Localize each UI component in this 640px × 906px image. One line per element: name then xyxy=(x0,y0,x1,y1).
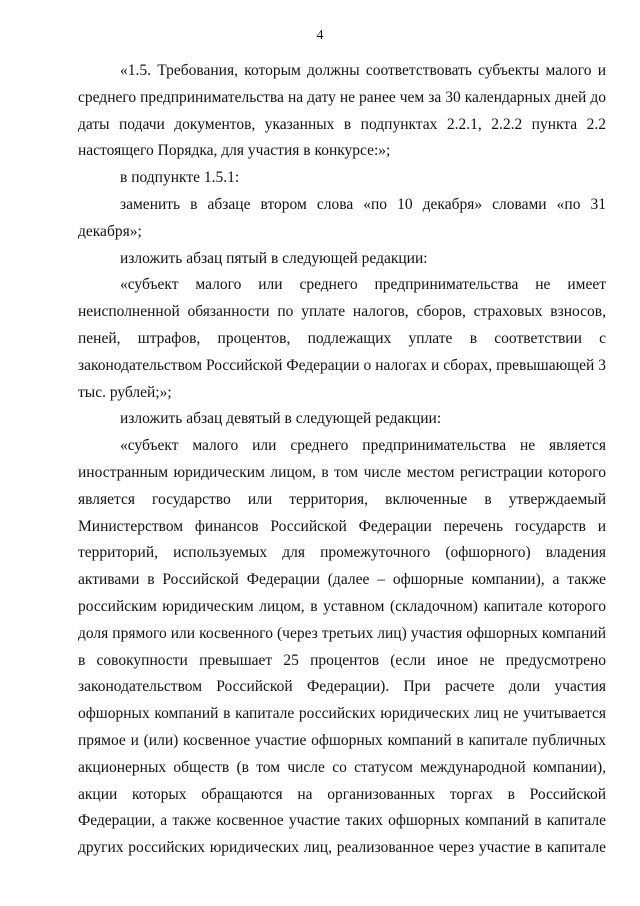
paragraph-fifth-text: «субъект малого или среднего предпринимательства не имеет неисполненной обязанности по уплате налогов, сборов, страховых взносов, пеней, штрафов, процентов, подлежащих уплате в соответствии с законодательством Российской Федерации о налогах и сборах, превышающей 3 тыс. рублей;»; xyxy=(78,276,606,401)
paragraph-replace-words: заменить в абзаце втором слова «по 10 декабря» словами «по 31 декабря»; xyxy=(78,195,606,240)
paragraph-ninth-intro: изложить абзац девятый в следующей редакции: xyxy=(120,410,442,428)
page-number: 4 xyxy=(316,28,324,43)
paragraph-subclause-1-5-1: в подпункте 1.5.1: xyxy=(120,169,240,187)
paragraph-ninth-text: «субъект малого или среднего предпринимательства не является иностранным юридическим лицом, в том числе местом регистрации которого является государство или территория, включенные в утверждаемый Министерством финансов Российской Федерации перечень государств и территорий, используемых для промежуточного (офшорного) владения активами в Российской Федерации (далее – офшорные компании), а также российским юридическим лицом, в уставном (складочном) капитале которого доля прямого или косвенного (через третьих лиц) участия офшорных компаний в совокупности превышает 25 процентов (если иное не предусмотрено законодательством Российской Федерации). При расчете доли участия офшорных компаний в капитале российских юридических лиц не учитывается прямое и (или) косвенное участие офшорных компаний в капитале публичных акционерных обществ (в том числе со статусом международной компании), акции которых обращаются на организованных торгах в Российской Федерации, а также косвенное участие таких офшорных компаний в капитале других российских юридических лиц, реализованное через участие в капитале xyxy=(78,437,606,857)
paragraph-fifth-intro: изложить абзац пятый в следующей редакции: xyxy=(120,249,428,267)
paragraph-requirements-1-5: «1.5. Требования, которым должны соответствовать субъекты малого и среднего предпринимательства на дату не ранее чем за 30 календарных дней до даты подачи документов, указанных в подпунктах 2.2.1, 2.2.2 пункта 2.2 настоящего Порядка, для участия в конкурсе:»; xyxy=(78,62,606,160)
document-body xyxy=(78,58,606,862)
